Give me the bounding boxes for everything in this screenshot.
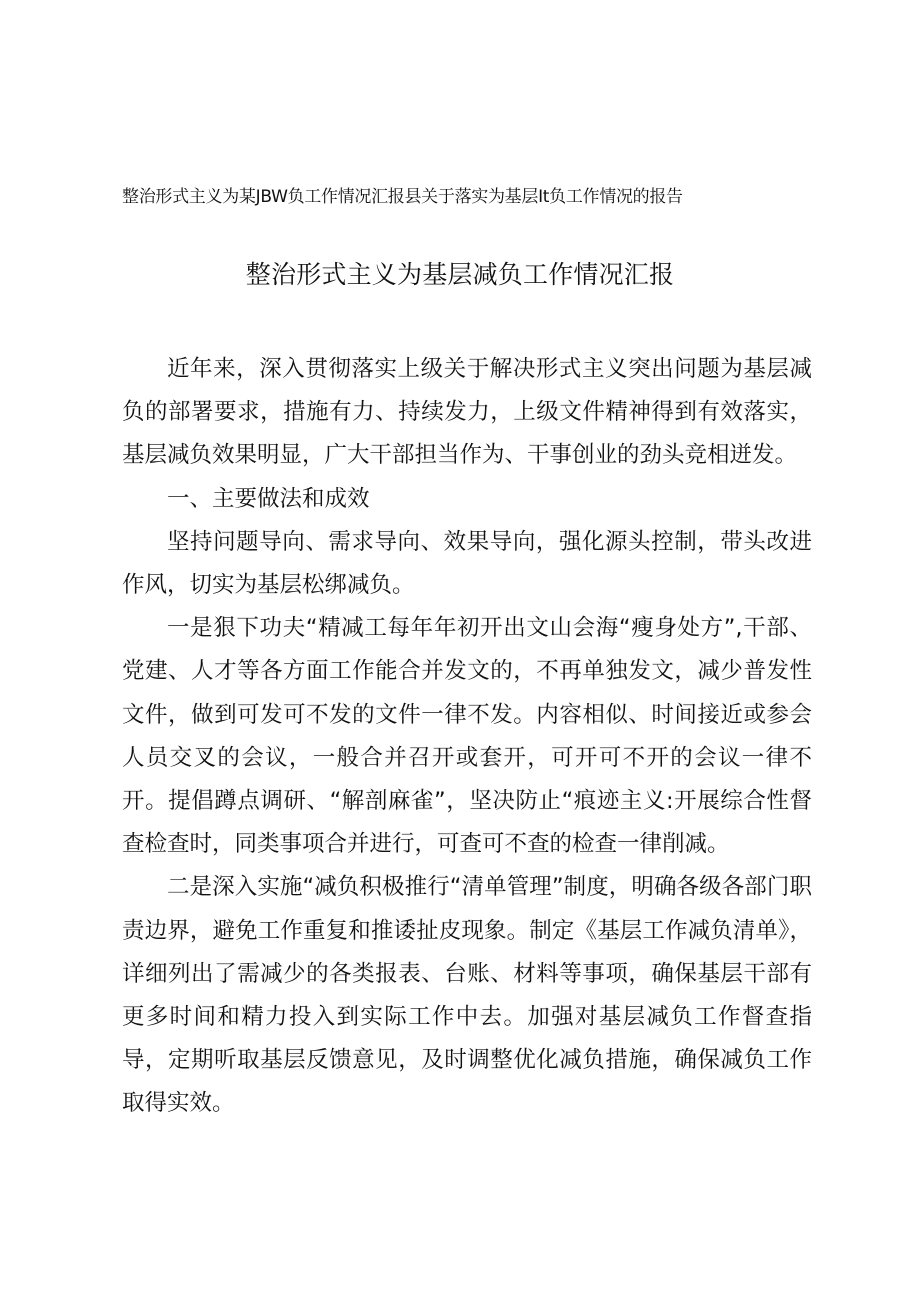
section-heading: 一、主要做法和成效 (167, 485, 370, 512)
paragraph-intro: 近年来，深入贯彻落实上级关于解决形式主义突出问题为基层减负的部署要求，措施有力、持续发力，上级文件精神得到有效落实，基层减负效果明显，广大干部担当作为、干事创业的劲头竞相迸发。 (122, 356, 812, 469)
paragraph-summary: 坚持问题导向、需求导向、效果导向，强化源头控制，带头改进作风，切实为基层松绑减负。 (122, 528, 812, 599)
paragraph-measure-two: 二是深入实施“减负积极推行“清单管理”制度，明确各级各部门职责边界，避免工作重复和推诿扯皮现象。制定《基层工作减负清单》，详细列出了需减少的各类报表、台账、材料等事项，确保基层干部有更多时间和精力投入到实际工作中去。加强对基层减负工作督查指导，定期听取基层反馈意见，及时调整优化减负措施，确保减负工作取得实效。 (122, 874, 812, 1117)
document-body (122, 348, 812, 1126)
paragraph-measure-one: 一是狠下功夫“精减工每年年初开出文山会海“瘦身处方”,干部、党建、人才等各方面工作能合并发文的，不再单独发文，减少普发性文件，做到可发可不发的文件一律不发。内容相似、时间接近或参会人员交叉的会议，一般合并召开或套开，可开可不开的会议一律不开。提倡蹲点调研、“解剖麻雀”，坚决防止“痕迹主义:开展综合性督查检查时，同类事项合并进行，可查可不查的检查一律削减。 (122, 615, 812, 858)
document-title: 整治形式主义为基层减负工作情况汇报 (245, 260, 675, 289)
document-header: 整治形式主义为某JBW负工作情况汇报县关于落实为基层It负工作情况的报告 (122, 187, 683, 207)
